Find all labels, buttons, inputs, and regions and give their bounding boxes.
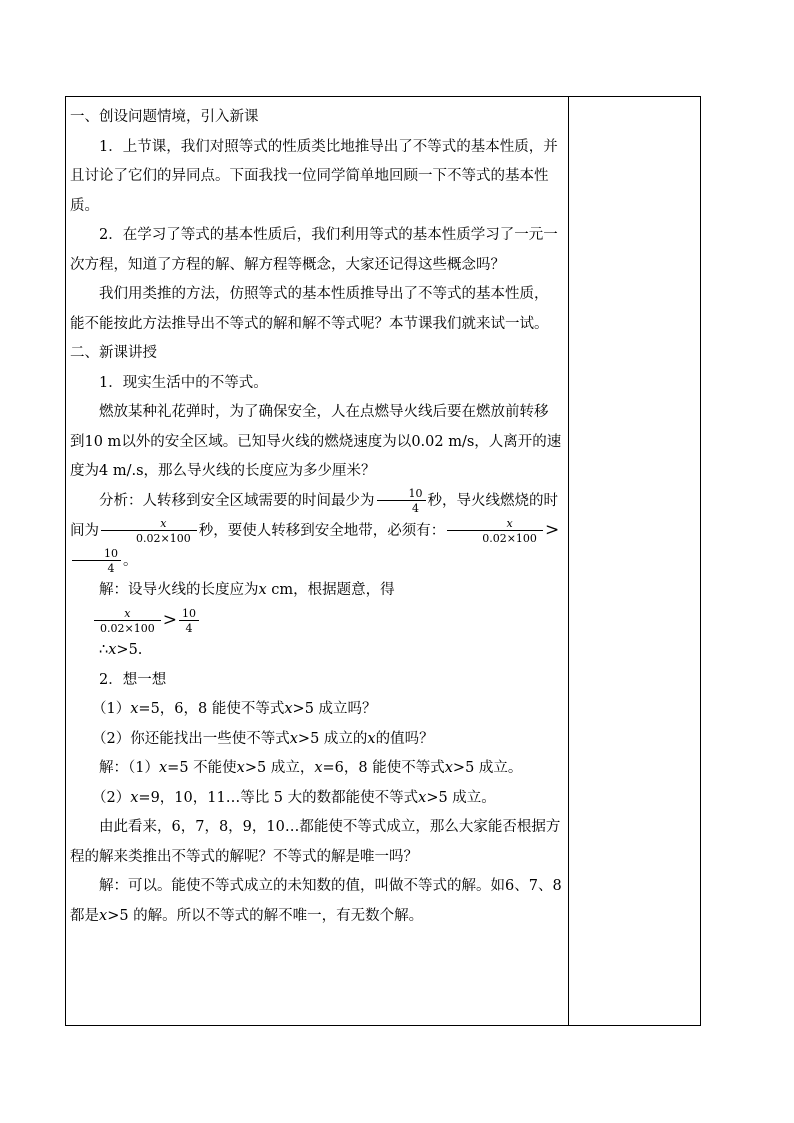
paragraph-analogy: 我们用类推的方法，仿照等式的基本性质推导出了不等式的基本性质，能不能按此方法推导出不等式的解和解不等式呢？本节课我们就来试一试。 [70,286,549,332]
lesson-table [65,96,701,1026]
solution-result: ∴x>5. [99,642,143,658]
content-cell [70,103,562,931]
question-1: （1）x=5，6，8 能使不等式x>5 成立吗？ [92,701,377,717]
column-divider [568,97,569,1025]
section-2-heading: 二、新课讲授 [70,345,157,361]
paragraph-equation: 2．在学习了等式的基本性质后，我们利用等式的基本性质学习了一元一次方程，知道了方程的解、解方程等概念，大家还记得这些概念吗？ [70,227,558,273]
paragraph-review: 1．上节课，我们对照等式的性质类比地推导出了不等式的基本性质，并且讨论了它们的异同点。下面我找一位同学简单地回顾一下不等式的基本性质。 [70,138,558,214]
problem-statement: 燃放某种礼花弹时，为了确保安全，人在点燃导火线后要在燃放前转移到10 m以外的安全区域。已知导火线的燃烧速度为以0.02 m/s，人离开的速度为4 m/.s，那么导火线的长度应为多少厘米？ [70,404,562,479]
fraction-burn-time: $\frac{x}{0.02\times 100}$ [101,518,197,544]
section-1-heading: 一、创设问题情境，引入新课 [70,109,259,125]
solution-inequality: $\frac{x}{0.02\times 100}$ > $\frac{10}{4}$ [70,606,562,637]
fraction-ten-over-four: $\frac{10}{4}$ [377,488,426,514]
subheading-real-life: 1．现实生活中的不等式。 [99,374,268,391]
answer-1: 解：（1）x=5 不能使x>5 成立，x=6，8 能使不等式x>5 成立。 [99,760,523,776]
analysis-paragraph: 分析：人转移到安全区域需要的时间最少为 $\frac{10}{4}$ 秒，导火线燃烧的时间为 $\frac{x}{0.02\times 100}$ 秒，要使人转移到安全地带，必须有： $\frac{x}{0.02\times 100}$ > $\frac{10}{4}$ 。 [70,486,560,575]
subheading-think: 2．想一想 [99,671,167,688]
fraction-burn-time-inequality: $\frac{x}{0.02\times 100}$ [447,518,543,544]
paragraph-conclusion: 解：可以。能使不等式成立的未知数的值，叫做不等式的解。如6、7、8 都是x>5 的解。所以不等式的解不唯一，有无数个解。 [70,878,562,924]
fraction-solution-rhs: $\frac{10}{4}$ [179,608,199,634]
fraction-ten-over-four-rhs: $\frac{10}{4}$ [72,548,121,574]
solution-setup: 解：设导火线的长度应为x cm，根据题意，得 [99,582,395,598]
fraction-solution-lhs: $\frac{x}{0.02\times 100}$ [94,608,161,634]
answer-2: （2）x=9，10，11…等比 5 大的数都能使不等式x>5 成立。 [92,789,496,806]
question-2: （2）你还能找出一些使不等式x>5 成立的x的值吗？ [92,730,434,747]
paragraph-inference: 由此看来，6，7，8，9，10…都能使不等式成立，那么大家能否根据方程的解来类推出不等式的解呢？不等式的解是唯一吗？ [70,819,561,865]
